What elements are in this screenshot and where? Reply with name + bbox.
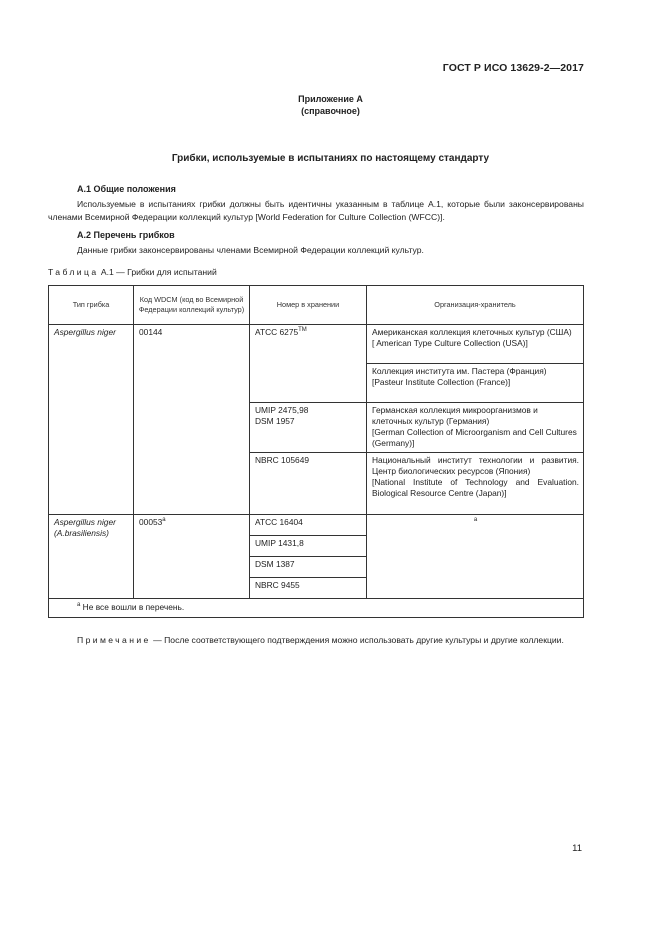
cell-number	[250, 325, 367, 403]
org-name: Коллекция института им. Пастера (Франция)	[372, 366, 547, 376]
cell-number: NBRC 105649	[250, 453, 367, 515]
fungi-table	[48, 285, 584, 618]
header-organization: Организация-хранитель	[367, 286, 584, 325]
standard-designation: ГОСТ Р ИСО 13629-2—2017	[442, 62, 584, 74]
header-type: Тип грибка	[49, 286, 134, 325]
number-text: UMIP 2475,98	[255, 405, 309, 415]
note	[48, 634, 584, 647]
table-caption-text: А.1 — Грибки для испытаний	[100, 267, 217, 277]
number-text: ATCC 6275	[255, 327, 299, 337]
org-name: Американская коллекция клеточных культур (США)	[372, 327, 572, 337]
header-number: Номер в хранении	[250, 286, 367, 325]
cell-organization	[367, 403, 584, 453]
table-caption	[48, 267, 217, 277]
type-alt-name: (A.brasiliensis)	[54, 528, 109, 538]
table-caption-label: Таблица	[48, 267, 99, 277]
code-text: 00053	[139, 517, 163, 527]
footnote-ref: а	[473, 517, 478, 523]
org-name-en: [Pasteur Institute Collection (France)]	[372, 377, 511, 387]
org-name: Национальный институт технологии и развития. Центр биологических ресурсов (Япония)	[372, 455, 579, 476]
footnote-mark: а	[77, 602, 81, 608]
cell-number: NBRC 9455	[250, 578, 367, 599]
cell-organization	[367, 364, 584, 403]
appendix-title: Приложение А	[298, 94, 363, 104]
table-footnote-row	[49, 599, 584, 618]
footnote-ref: a	[162, 517, 166, 523]
trademark-sup: TM	[298, 327, 307, 333]
org-name: Германская коллекция микроорганизмов и клеточных культур (Германия)	[372, 405, 538, 426]
cell-number	[250, 403, 367, 453]
type-name: Aspergillus niger	[54, 517, 116, 527]
section-text-2: Данные грибки законсервированы членами Всемирной Федерации коллекций культур.	[77, 245, 424, 255]
table-row	[49, 515, 584, 536]
section-heading-1: А.1 Общие положения	[77, 184, 176, 194]
cell-code: 00144	[134, 325, 250, 515]
main-title: Грибки, используемые в испытаниях по настоящему стандарту	[171, 153, 490, 164]
cell-type	[49, 515, 134, 599]
table-footnote	[49, 599, 584, 618]
note-label: Примечание	[77, 635, 151, 645]
cell-number: DSM 1387	[250, 557, 367, 578]
table-row	[49, 325, 584, 364]
section-text-1: Используемые в испытаниях грибки должны быть идентичны указанным в таблице А.1, которые были законсервированы членами Всемирной Федерации коллекций культур [World Federation for Culture Collection (WFCC)].	[48, 199, 584, 222]
cell-number: UMIP 1431,8	[250, 536, 367, 557]
table-header-row	[49, 286, 584, 325]
cell-organization	[367, 325, 584, 364]
number-text: DSM 1957	[255, 416, 295, 426]
org-name-en: [German Collection of Microorganism and Cell Cultures (Germany)]	[372, 427, 577, 448]
note-text: — После соответствующего подтверждения можно использовать другие культуры и другие коллекции.	[153, 635, 564, 645]
org-name-en: [ American Type Culture Collection (USA)]	[372, 338, 528, 348]
cell-number: ATCC 16404	[250, 515, 367, 536]
appendix-heading	[0, 93, 661, 117]
header-code: Код WDCM (код во Всемирной Федерации коллекций культур)	[134, 286, 250, 325]
org-name-en: [National Institute of Technology and Evaluation. Biological Resource Centre (Japan)]	[372, 477, 579, 498]
appendix-subtitle: (справочное)	[301, 106, 360, 116]
footnote-text: Не все вошли в перечень.	[82, 602, 185, 612]
cell-code	[134, 515, 250, 599]
cell-organization	[367, 453, 584, 515]
cell-organization	[367, 515, 584, 599]
section-heading-2: А.2 Перечень грибков	[77, 230, 175, 240]
page-number: 11	[572, 843, 582, 854]
cell-type: Aspergillus niger	[49, 325, 134, 515]
